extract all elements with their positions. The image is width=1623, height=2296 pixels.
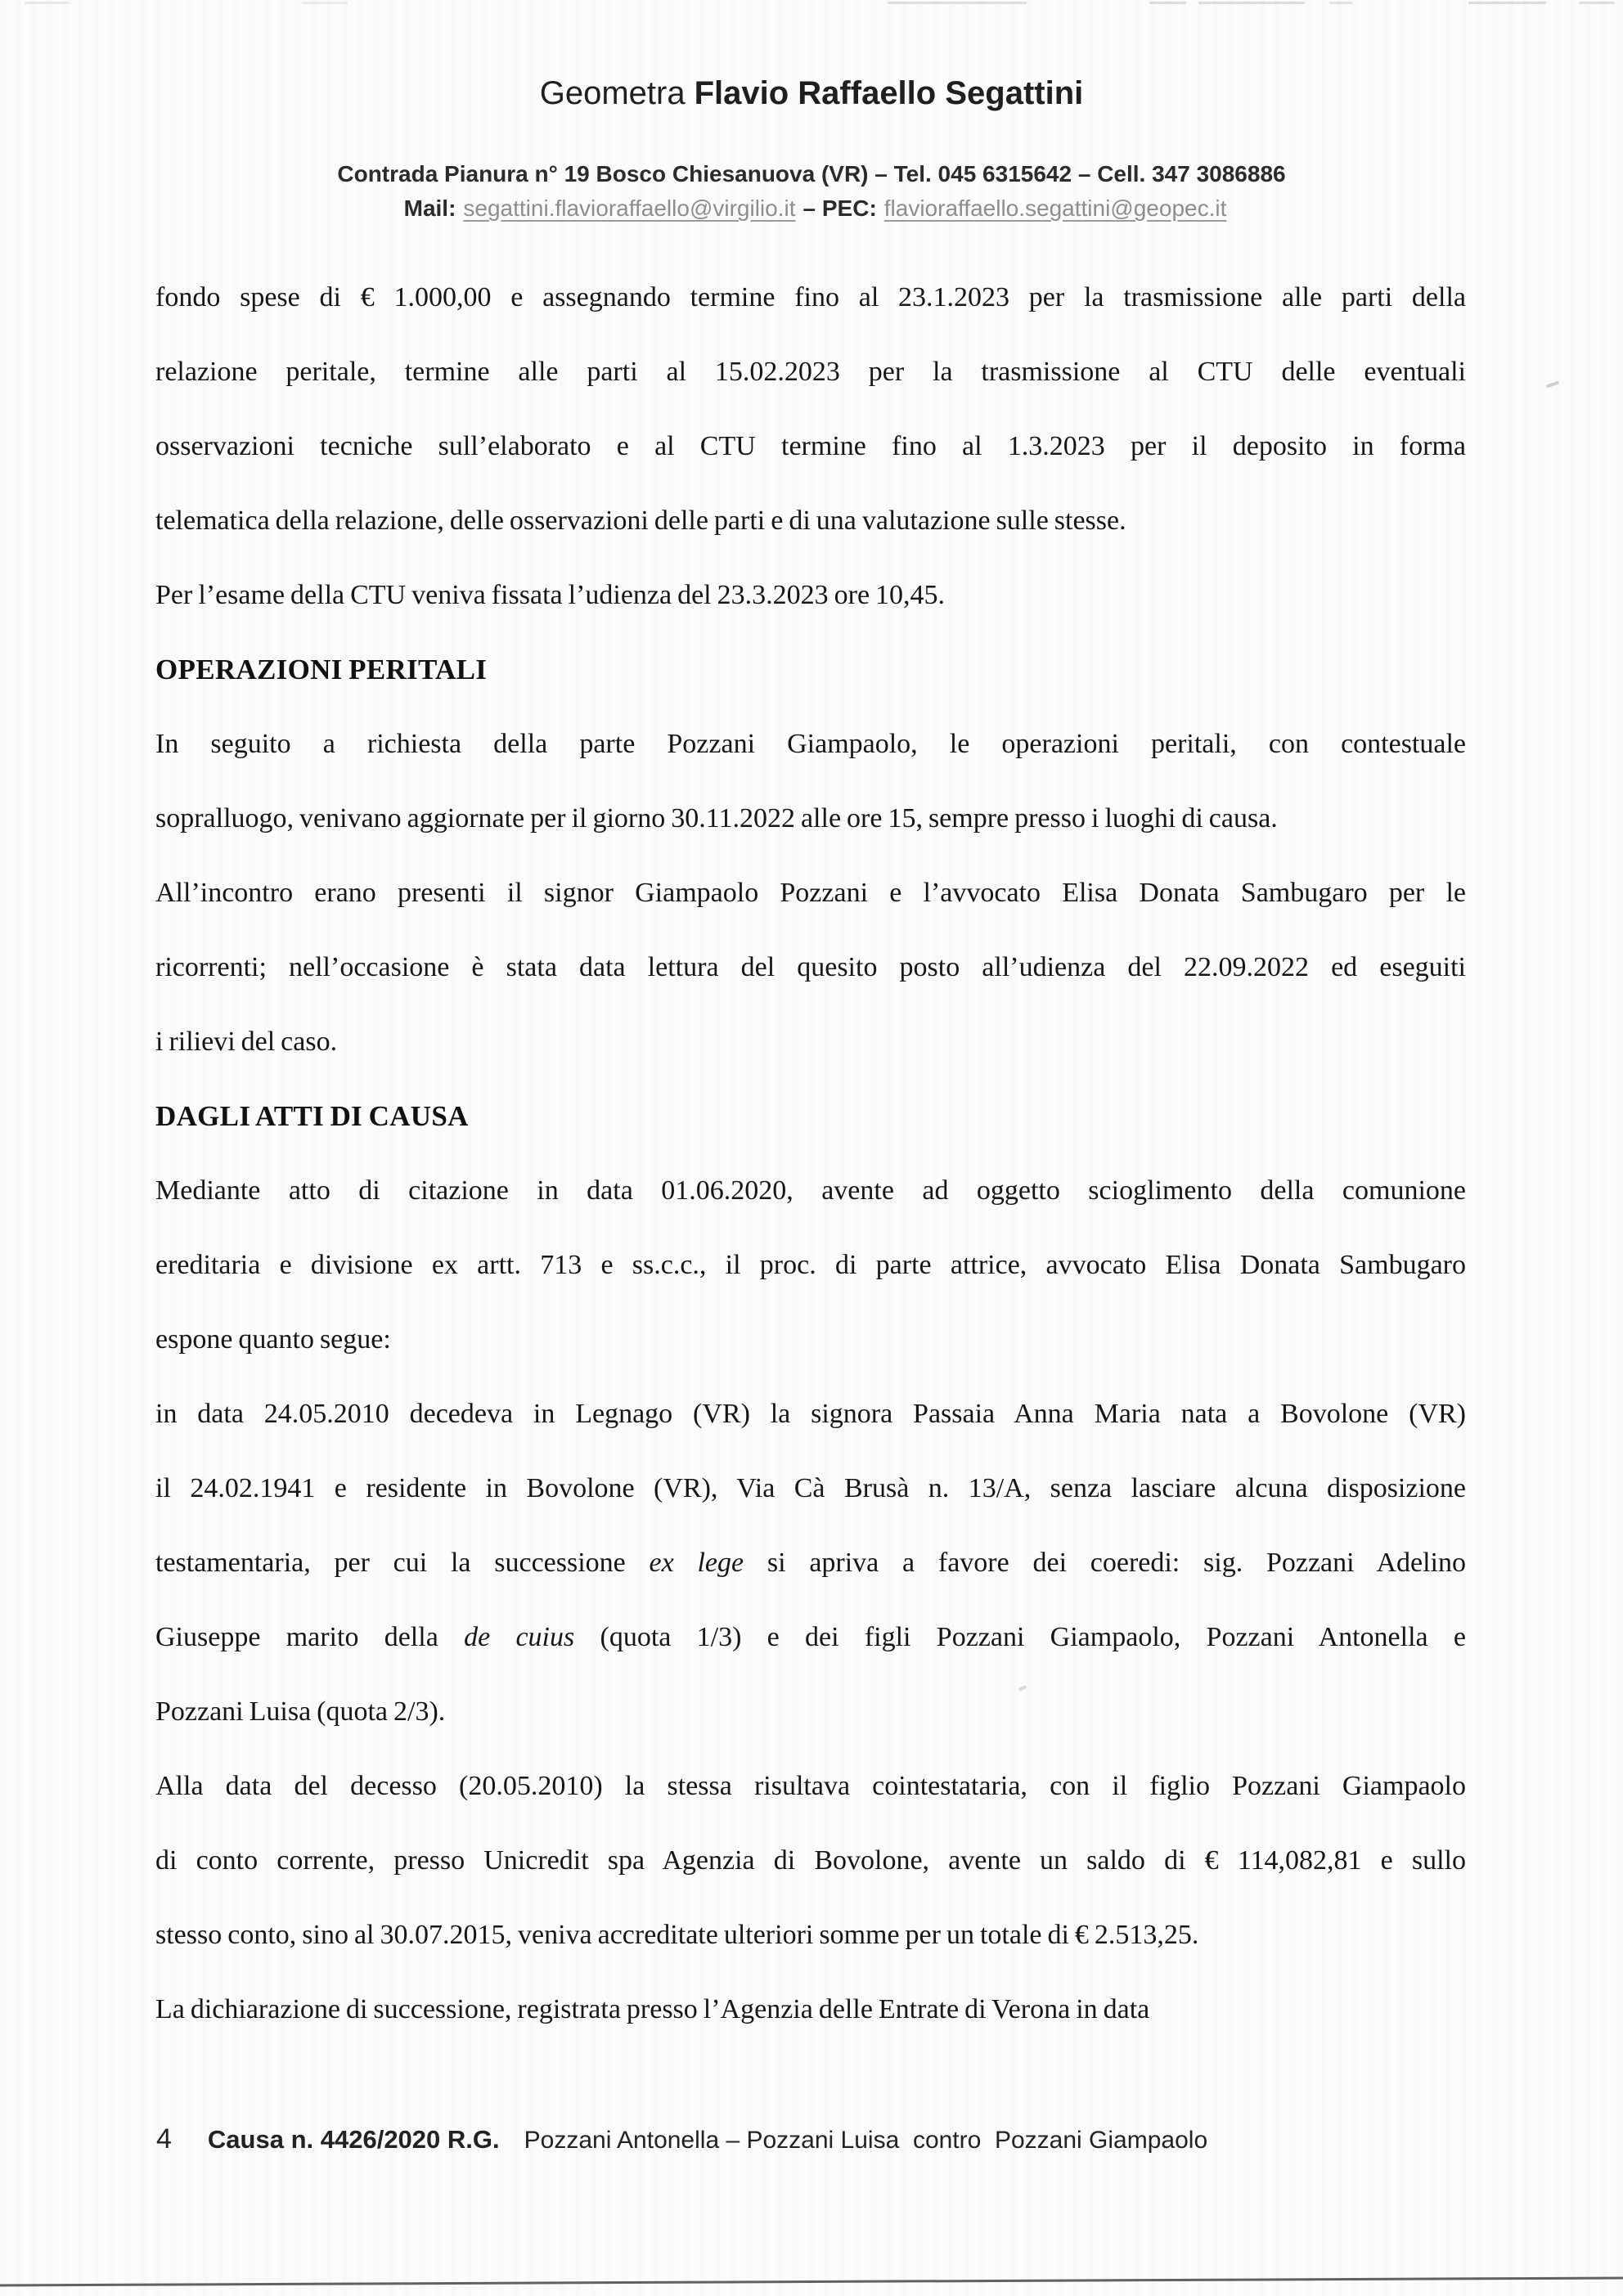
scan-artifact-dash — [1329, 2, 1352, 4]
pec-address: flavioraffaello.segattini@geopec.it — [883, 195, 1227, 221]
body-text-segment: ereditaria e divisione ex artt. 713 e ss.c.c., il proc. di parte attrice, avvocato Elisa Donata Sambugaro — [155, 1250, 1466, 1280]
scan-artifact-dash — [1149, 2, 1186, 4]
body-text-segment: in data 24.05.2010 decedeva in Legnago (VR) la signora Passaia Anna Maria nata a Bovolone (VR) — [155, 1399, 1466, 1429]
body-text-segment: di conto corrente, presso Unicredit spa Agenzia di Bovolone, avente un saldo di € 114,082,81 e sullo — [155, 1845, 1466, 1876]
body-text-segment: testamentaria, per cui la successione — [155, 1548, 650, 1578]
scan-artifact-dash — [303, 2, 348, 4]
scan-artifact-dash — [888, 2, 1027, 4]
body-line — [155, 930, 1466, 1004]
scan-artifact-speck — [1546, 380, 1559, 388]
body-text-segment: La dichiarazione di successione, registrata presso l’Agenzia delle Entrate di Verona in data — [155, 1994, 1150, 2024]
letterhead-contact-line: Contrada Pianura n° 19 Bosco Chiesanuova (VR) – Tel. 045 6315642 – Cell. 347 3086886 — [337, 161, 1286, 186]
page-number: 4 — [156, 2123, 172, 2154]
body-line — [155, 1525, 1466, 1600]
body-line — [155, 1972, 1466, 2047]
mail-label: Mail: — [403, 195, 456, 221]
body-line — [155, 1823, 1466, 1898]
body-line — [155, 260, 1466, 335]
body-line — [155, 1153, 1466, 1228]
body-text-segment: fondo spese di € 1.000,00 e assegnando termine fino al 23.1.2023 per la trasmissione alle parti della — [155, 282, 1466, 312]
body-line — [155, 1377, 1466, 1451]
body-line — [155, 707, 1466, 781]
body-text-segment: i rilievi del caso. — [155, 1027, 338, 1057]
letterhead-mail-line — [0, 195, 1623, 222]
body-text-segment: stesso conto, sino al 30.07.2015, veniva accreditate ulteriori somme per un totale di € 2.513,25. — [155, 1920, 1199, 1950]
body-text-segment: (quota 1/3) e dei figli Pozzani Giampaolo, Pozzani Antonella e — [574, 1622, 1467, 1652]
mail-address: segattini.flavioraffaello@virgilio.it — [463, 195, 796, 221]
body-line — [155, 781, 1466, 856]
body-line — [155, 483, 1466, 558]
case-parties: Pozzani Antonella – Pozzani Luisa contro Pozzani Giampaolo — [524, 2127, 1208, 2154]
section-heading — [155, 1079, 1466, 1153]
scan-artifact-dash — [1579, 2, 1615, 4]
body-line — [155, 856, 1466, 930]
body-text-segment: ricorrenti; nell’occasione è stata data lettura del quesito posto all’udienza del 22.09.2022 ed eseguiti — [155, 952, 1466, 982]
body-line — [155, 1674, 1466, 1749]
document-body — [155, 260, 1466, 2047]
case-reference: Causa n. 4426/2020 R.G. — [207, 2125, 500, 2154]
body-text-segment: Mediante atto di citazione in data 01.06.2020, avente ad oggetto scioglimento della comunione — [155, 1175, 1466, 1206]
body-text-segment: espone quanto segue: — [155, 1324, 391, 1355]
body-line — [155, 1749, 1466, 1823]
body-text-segment: Per l’esame della CTU veniva fissata l’udienza del 23.3.2023 ore 10,45. — [155, 580, 946, 610]
scan-artifact-dash — [1468, 2, 1546, 4]
body-text-italic-segment: de cuius — [464, 1622, 575, 1652]
body-line — [155, 1600, 1466, 1674]
body-line — [155, 1451, 1466, 1525]
body-text-segment: Giuseppe marito della — [155, 1622, 465, 1652]
letterhead-title-name: Flavio Raffaello Segattini — [694, 75, 1084, 111]
body-text-segment: Alla data del decesso (20.05.2010) la stessa risultava cointestataria, con il figlio Pozzani Giampaolo — [155, 1771, 1466, 1801]
body-text-segment: telematica della relazione, delle osservazioni delle parti e di una valutazione sulle stesse. — [155, 505, 1126, 536]
body-text-segment: DAGLI ATTI DI CAUSA — [155, 1100, 469, 1132]
scan-edge-artifact — [0, 2276, 1623, 2286]
letterhead-title — [0, 75, 1623, 112]
body-text-italic-segment: ex lege — [649, 1548, 744, 1578]
scan-artifact-dash — [1198, 2, 1305, 4]
letterhead-title-prefix: Geometra — [539, 75, 686, 111]
body-text-segment: Pozzani Luisa (quota 2/3). — [155, 1696, 446, 1727]
body-line — [155, 1898, 1466, 1972]
body-text-segment: si apriva a favore dei coeredi: sig. Pozzani Adelino — [744, 1548, 1467, 1578]
body-text-segment: sopralluogo, venivano aggiornate per il giorno 30.11.2022 alle ore 15, sempre presso i luoghi di causa. — [155, 803, 1278, 833]
body-text-segment: OPERAZIONI PERITALI — [155, 654, 488, 685]
pec-label: – PEC: — [803, 195, 877, 221]
body-text-segment: In seguito a richiesta della parte Pozzani Giampaolo, le operazioni peritali, con contestuale — [155, 729, 1466, 759]
scan-artifact-dash — [25, 2, 70, 4]
body-line — [155, 558, 1466, 632]
body-text-segment: relazione peritale, termine alle parti al 15.02.2023 per la trasmissione al CTU delle eventuali — [155, 357, 1466, 387]
body-line — [155, 335, 1466, 409]
page-footer — [156, 2123, 1541, 2155]
body-text-segment: osservazioni tecniche sull’elaborato e al CTU termine fino al 1.3.2023 per il deposito in forma — [155, 431, 1466, 461]
body-text-segment: All’incontro erano presenti il signor Giampaolo Pozzani e l’avvocato Elisa Donata Sambugaro per le — [155, 878, 1466, 908]
body-line — [155, 1302, 1466, 1377]
section-heading — [155, 632, 1466, 707]
body-line — [155, 1004, 1466, 1079]
body-line — [155, 409, 1466, 483]
body-line — [155, 1228, 1466, 1302]
body-text-segment: il 24.02.1941 e residente in Bovolone (VR), Via Cà Brusà n. 13/A, senza lasciare alcuna disposizione — [155, 1473, 1466, 1503]
